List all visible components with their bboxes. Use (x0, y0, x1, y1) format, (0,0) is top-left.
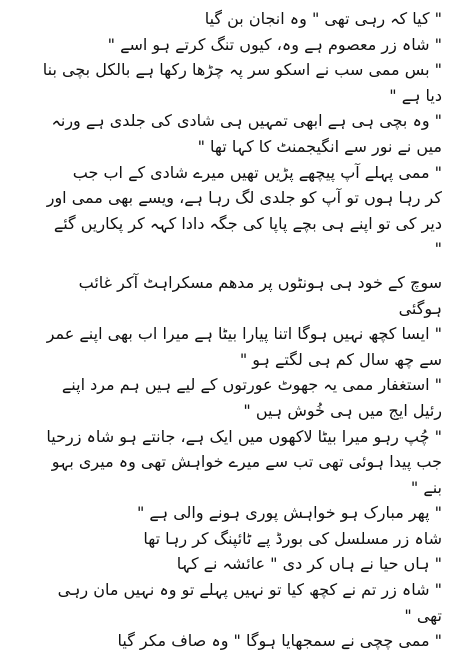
text-line: کر رہا ہوں تو آپ کو جلدی لگ رہا ہے، ویسے بھی ممی اور (46, 188, 442, 208)
text-line: " کیا کہ رہی تھی " وہ انجان بن گیا (204, 9, 442, 28)
text-line: " پھر مبارک ہو خواہش پوری ہونے والی ہے " (136, 503, 442, 523)
text-line: دیا ہے " (389, 85, 442, 105)
text-line: دیر کی تو اپنے ہی بچے پاپا کی جگہ دادا کہہ کر پکاریں گئے (53, 213, 442, 233)
text-line: میں نے نور سے انگیجمنٹ کا کہا تھا " (197, 136, 442, 156)
text-line: جب پیدا ہوئی تھی تب سے میرے خواہش تھی وہ میری بہو (51, 452, 442, 472)
text-line: " چُپ رہو میرا بیٹا لاکھوں میں ایک ہے، جانتے ہو شاہ زرحیا (46, 426, 442, 446)
text-line: ہوگئی (398, 298, 442, 318)
text-line: " وہ بچی ہی ہے ابھی تمہیں ہی شادی کی جلدی ہے ورنہ (51, 111, 442, 131)
text-line: سے چھ سال کم ہی لگتے ہو " (239, 349, 442, 369)
text-line: رئیل ایج میں ہی خُوش ہیں " (243, 400, 442, 420)
text-line: " بس ممی سب نے اسکو سر پہ چڑھا رکھا ہے بالکل بچی بنا (42, 60, 442, 80)
text-line: " ایسا کچھ نہیں ہوگا اتنا پیارا بیٹا ہے میرا اب بھی اپنے عمر (46, 324, 442, 344)
text-line: " شاہ زر تم نے کچھ کیا تو نہیں پہلے تو وہ نہیں مان رہی (57, 580, 442, 600)
text-line: " (434, 239, 442, 259)
paragraph-gap (6, 262, 442, 270)
text-line: شاہ زر مسلسل کی بورڈ پے ٹائپنگ کر رہا تھا (143, 528, 442, 548)
text-line: " ہاں حیا نے ہاں کر دی " عائشہ نے کہا (176, 554, 442, 574)
text-line: بنے " (410, 477, 442, 497)
text-line: سوچ کے خود ہی ہونٹوں پر مدھم مسکراہٹ آکر غائب (78, 272, 442, 292)
text-line: " شاہ زر معصوم ہے وہ، کیوں تنگ کرتے ہو اسے " (107, 34, 442, 54)
text-line: " ممی پہلے آپ پیچھے پڑیں تھیں میرے شادی کے اب جب (72, 162, 442, 182)
text-line: " ممی چچی نے سمجھایا ہوگا " وہ صاف مکر گیا (117, 631, 442, 651)
text-line: تھی " (404, 605, 442, 625)
text-line: " استغفار ممی یہ جھوٹ عورتوں کے لیے ہیں ہم مرد اپنے (61, 375, 442, 395)
